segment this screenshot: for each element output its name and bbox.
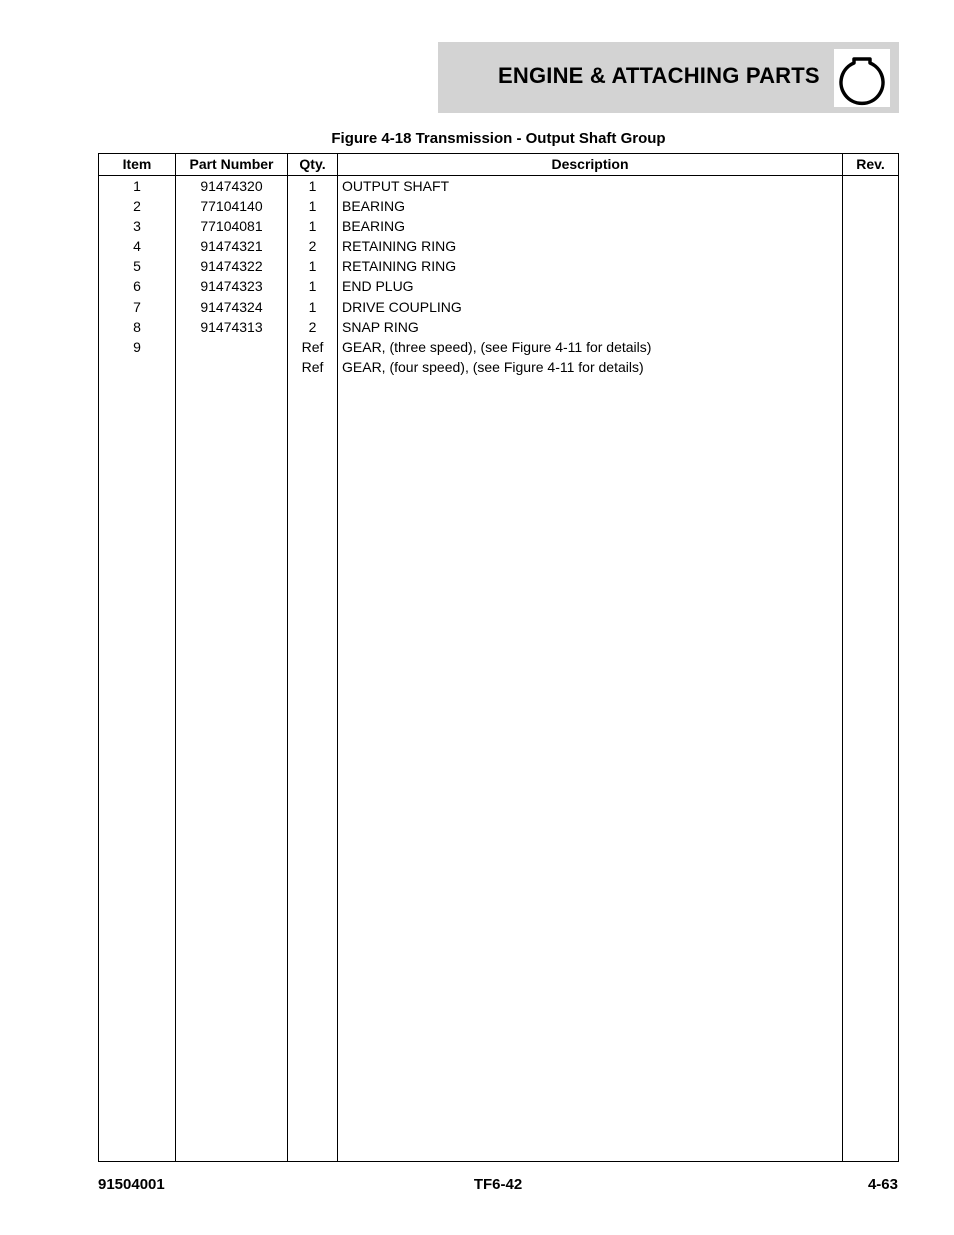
item-cell: 8 — [133, 318, 141, 335]
description-cell: DRIVE COUPLING — [342, 298, 462, 315]
qty-cell: 2 — [308, 318, 317, 335]
qty-cell: 1 — [308, 278, 317, 295]
part-number-cell: 91474313 — [200, 318, 263, 335]
table-row — [99, 337, 898, 357]
column-header-qty: Qty. — [299, 156, 326, 172]
qty-cell: 1 — [308, 258, 317, 275]
table-row — [99, 176, 898, 196]
figure-title: Figure 4-18 Transmission - Output Shaft Group — [331, 130, 666, 147]
footer-page-number: 4-63 — [867, 1176, 898, 1193]
table-row — [99, 216, 898, 236]
description-cell: RETAINING RING — [342, 258, 457, 275]
footer-document-number: 91504001 — [98, 1176, 165, 1193]
part-number-cell: 91474324 — [200, 298, 263, 315]
column-header-description: Description — [551, 156, 629, 172]
item-cell: 3 — [133, 218, 141, 235]
item-cell: 1 — [133, 178, 141, 194]
qty-cell: Ref — [301, 358, 324, 375]
item-cell: 4 — [133, 238, 141, 255]
item-cell: 5 — [133, 258, 141, 275]
item-cell: 6 — [133, 278, 141, 295]
part-number-cell: 91474321 — [200, 238, 263, 255]
table-row — [99, 297, 898, 317]
column-header-part-number: Part Number — [189, 156, 274, 172]
part-number-cell: 91474322 — [200, 258, 263, 275]
section-header — [438, 42, 899, 113]
table-row — [99, 357, 898, 377]
table-row — [99, 256, 898, 276]
table-row — [99, 236, 898, 256]
description-cell: OUTPUT SHAFT — [342, 178, 450, 194]
column-header-item: Item — [122, 156, 152, 172]
item-cell: 2 — [133, 198, 141, 215]
part-number-cell: 91474323 — [200, 278, 263, 295]
description-cell: RETAINING RING — [342, 238, 457, 255]
description-cell: END PLUG — [342, 278, 414, 295]
column-header-rev: Rev. — [856, 156, 885, 172]
table-body — [99, 176, 898, 377]
description-cell: BEARING — [342, 218, 406, 235]
qty-cell: Ref — [301, 338, 324, 355]
table-row — [99, 276, 898, 296]
qty-cell: 1 — [308, 298, 317, 315]
table-row — [99, 317, 898, 337]
part-number-cell: 77104081 — [200, 218, 263, 235]
description-cell: GEAR, (four speed), (see Figure 4-11 for details) — [342, 358, 644, 375]
engine-icon — [834, 49, 890, 107]
part-number-cell: 77104140 — [200, 198, 263, 215]
description-cell: GEAR, (three speed), (see Figure 4-11 for details) — [342, 338, 652, 355]
description-cell: BEARING — [342, 198, 406, 215]
qty-cell: 2 — [308, 238, 317, 255]
qty-cell: 1 — [308, 198, 317, 215]
parts-table — [98, 153, 899, 1162]
qty-cell: 1 — [308, 178, 317, 194]
item-cell: 9 — [133, 338, 141, 355]
table-row — [99, 196, 898, 216]
description-cell: SNAP RING — [342, 318, 419, 335]
item-cell: 7 — [133, 298, 141, 315]
section-title: ENGINE & ATTACHING PARTS — [498, 63, 820, 88]
qty-cell: 1 — [308, 218, 317, 235]
footer-section-code: TF6-42 — [473, 1176, 523, 1193]
part-number-cell: 91474320 — [200, 178, 263, 194]
